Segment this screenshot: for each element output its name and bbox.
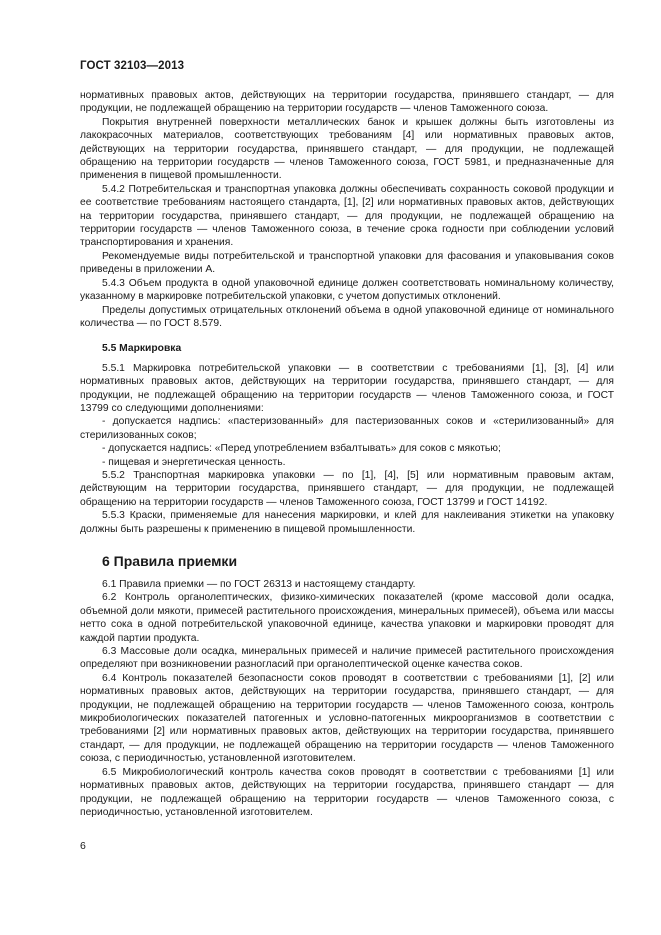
page-number: 6 — [80, 840, 86, 852]
paragraph-6-1: 6.1 Правила приемки — по ГОСТ 26313 и настоящему стандарту. — [102, 579, 416, 590]
paragraph-6-2: 6.2 Контроль органолептических, физико-химических показателей (кроме массовой доли осадка, объемной доли мякоти, примесей растительного происхождения, минеральных примесей), объема или массы нетто сока в одной потребительской упаковочной единице, качества упаковки и маркировки проводят для каждой партии продукта. — [80, 592, 614, 644]
paragraph-5-5-1: 5.5.1 Маркировка потребительской упаковки — в соответствии с требованиями [1], [3], [4] или нормативных правовых актов, действующих на территории государства, принявшего стандарт, — для продукции, не подлежащей обращению на территории государств — членов Таможенного союза, и ГОСТ 13799 со следующими дополнениями: — [80, 362, 614, 414]
paragraph: Рекомендуемые виды потребительской и транспортной упаковки для фасования и упаковывания соков приведены в приложении А. — [80, 250, 614, 276]
paragraph-6-3: 6.3 Массовые доли осадка, минеральных примесей и наличие примесей растительного происхождения определяют при возникновении разногласий при органолептической оценке качества соков. — [80, 646, 614, 671]
paragraph-5-5-3: 5.5.3 Краски, применяемые для нанесения маркировки, и клей для наклеивания этикетки на упаковку должны быть разрешены к применению в пищевой промышленности. — [80, 510, 614, 535]
paragraph: Пределы допустимых отрицательных отклонений объема в одной упаковочной единице от номинального количества — по ГОСТ 8.579. — [80, 304, 614, 329]
paragraph-5-5-2: 5.5.2 Транспортная маркировка упаковки — по [1], [4], [5] или нормативным правовым актам, действующим на территории государства, принявшего стандарт, — для продукции, не подлежащей обращению на территории государств — членов Таможенного союза, ГОСТ 13799 и ГОСТ 14192. — [80, 469, 614, 508]
document-body — [80, 89, 614, 819]
section-heading-6: 6 Правила приемки — [102, 553, 238, 569]
list-item: - допускается надпись: «Перед употреблением взбалтывать» для соков с мякотью; — [102, 443, 501, 455]
paragraph: нормативных правовых актов, действующих на территории государства, принявшего стандарт, — для продукции, не подлежащей обращению на территории государств — членов Таможенного союза. — [80, 90, 614, 115]
paragraph: Покрытия внутренней поверхности металлических банок и крышек должны быть изготовлены из лакокрасочных материалов, соответствующих требованиям [4] или нормативных правовых актов, действующих на территории государства, принявшего стандарт, — для продукции, не подлежащей обращению на территории государств — членов Таможенного союза, ГОСТ 5981, и предназначенные для применения в пищевой промышленности. — [80, 116, 614, 182]
paragraph-6-5: 6.5 Микробиологический контроль качества соков проводят в соответствии с требованиями [1] или нормативных правовых актов, действующих на территории государства, принявшего стандарт — для продукции, не подлежащей обращению на территории государств — членов Таможенного союза, с периодичностью, установленной изготовителем. — [80, 766, 614, 818]
paragraph-5-4-3: 5.4.3 Объем продукта в одной упаковочной единице должен соответствовать номинальному количеству, указанному в маркировке потребительской упаковки, с учетом допустимых отклонений. — [80, 277, 614, 303]
list-item: - допускается надпись: «пастеризованный» для пастеризованных соков и «стерилизованный» для стерилизованных соков; — [80, 416, 614, 441]
section-heading-5-5: 5.5 Маркировка — [102, 343, 182, 355]
paragraph-5-4-2: 5.4.2 Потребительская и транспортная упаковка должны обеспечивать сохранность соковой продукции и ее соответствие требованиям настоящего стандарта, [1], [2] или нормативных правовых актов, действующих на территории государства, принявшего стандарт, — для продукции, не подлежащей обращению на территории государств — членов Таможенного союза, в течение срока годности при соблюдении условий транспортирования и хранения. — [80, 183, 614, 249]
list-item: - пищевая и энергетическая ценность. — [102, 456, 286, 468]
document-header: ГОСТ 32103—2013 — [80, 60, 185, 72]
paragraph-6-4: 6.4 Контроль показателей безопасности соков проводят в соответствии с требованиями [1], [2] или нормативных правовых актов, действующих на территории государства, принявшего стандарт, — для продукции, не подлежащей обращению на территории государств — членов Таможенного союза, контроль микробиологических показателей патогенных и условно-патогенных микроорганизмов в соответствии с требованиями [2] или нормативных правовых актов, действующих на территории государства, принявшего стандарт, — для продукции, не подлежащей обращению на территории государств — членов Таможенного союза, с периодичностью, установленной изготовителем. — [80, 672, 614, 765]
